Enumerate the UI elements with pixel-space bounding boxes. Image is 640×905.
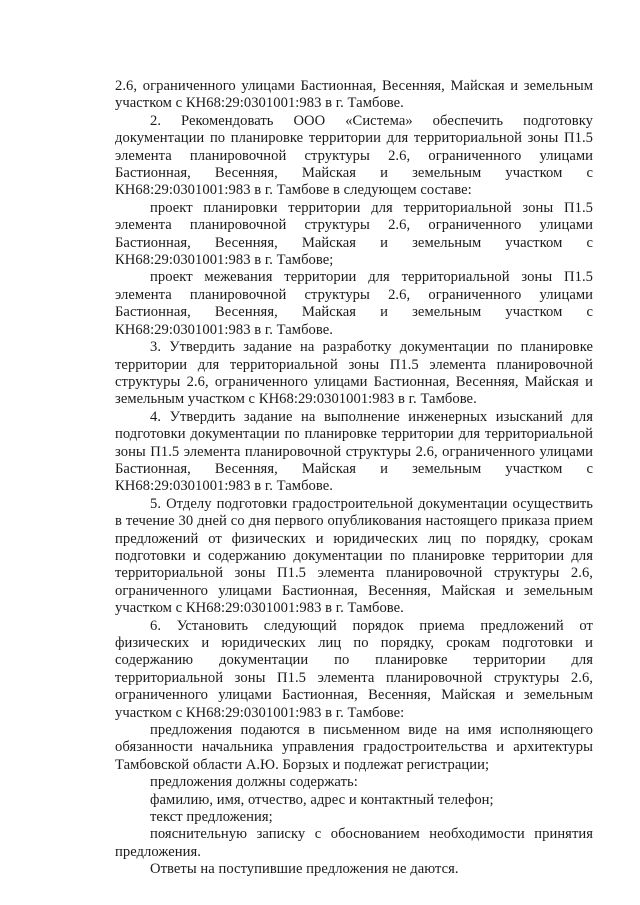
paragraph-explanatory-note: пояснительную записку с обоснованием необходимости принятия предложения. xyxy=(115,826,593,860)
paragraph-continuation: 2.6, ограниченного улицами Бастионная, Весенняя, Майская и земельным участком с КН68:29:0301001:983 в г. Тамбове. xyxy=(115,78,593,112)
paragraph-no-replies: Ответы на поступившие предложения не даются. xyxy=(150,861,459,878)
paragraph-proposals-content: предложения должны содержать: xyxy=(150,774,358,791)
paragraph-item-3: 3. Утвердить задание на разработку документации по планировке территории для территориальной зоны П1.5 элемента планировочной структуры 2.6, ограниченного улицами Бастионная, Весенняя, Майская и земельным участком с КН68:29:0301001:983 в г. Тамбове. xyxy=(115,339,593,408)
document-body xyxy=(115,78,593,879)
paragraph-subitem-planning-project: проект планировки территории для территориальной зоны П1.5 элемента планировочной структуры 2.6, ограниченного улицами Бастионная, Весенняя, Майская и земельным участком с КН68:29:0301001:983 в г. Тамбове; xyxy=(115,199,593,269)
paragraph-item-5: 5. Отделу подготовки градостроительной документации осуществить в течение 30 дней со дня первого опубликования настоящего приказа прием предложений от физических и юридических лиц по порядку, срокам подготовки и содержанию документации по планировке территории для территориальной зоны П1.5 элемента планировочной структуры 2.6, ограниченного улицами Бастионная, Весенняя, Майская и земельным участком с КН68:29:0301001:983 в г. Тамбове. xyxy=(115,495,593,617)
paragraph-item-6: 6. Установить следующий порядок приема предложений от физических и юридических лиц по порядку, срокам подготовки и содержанию документации по планировке территории для территориальной зоны П1.5 элемента планировочной структуры 2.6, ограниченного улицами Бастионная, Весенняя, Майская и земельным участком с КН68:29:0301001:983 в г. Тамбове: xyxy=(115,617,593,721)
paragraph-proposals-submission: предложения подаются в письменном виде на имя исполняющего обязанности начальника управления градостроительства и архитектуры Тамбовской области А.Ю. Борзых и подлежат регистрации; xyxy=(115,722,593,773)
paragraph-item-2: 2. Рекомендовать ООО «Система» обеспечить подготовку документации по планировке территории для территориальной зоны П1.5 элемента планировочной структуры 2.6, ограниченного улицами Бастионная, Весенняя, Майская и земельным участком с КН68:29:0301001:983 в г. Тамбове в следующем составе: xyxy=(115,112,593,199)
paragraph-item-4: 4. Утвердить задание на выполнение инженерных изысканий для подготовки документации по планировке территории для территориальной зоны П1.5 элемента планировочной структуры 2.6, ограниченного улицами Бастионная, Весенняя, Майская и земельным участком с КН68:29:0301001:983 в г. Тамбове. xyxy=(115,408,593,495)
paragraph-proposal-text: текст предложения; xyxy=(150,809,273,826)
paragraph-contact-details: фамилию, имя, отчество, адрес и контактный телефон; xyxy=(150,791,494,808)
paragraph-subitem-survey-project: проект межевания территории для территориальной зоны П1.5 элемента планировочной структуры 2.6, ограниченного улицами Бастионная, Весенняя, Майская и земельным участком с КН68:29:0301001:983 в г. Тамбове. xyxy=(115,269,593,338)
